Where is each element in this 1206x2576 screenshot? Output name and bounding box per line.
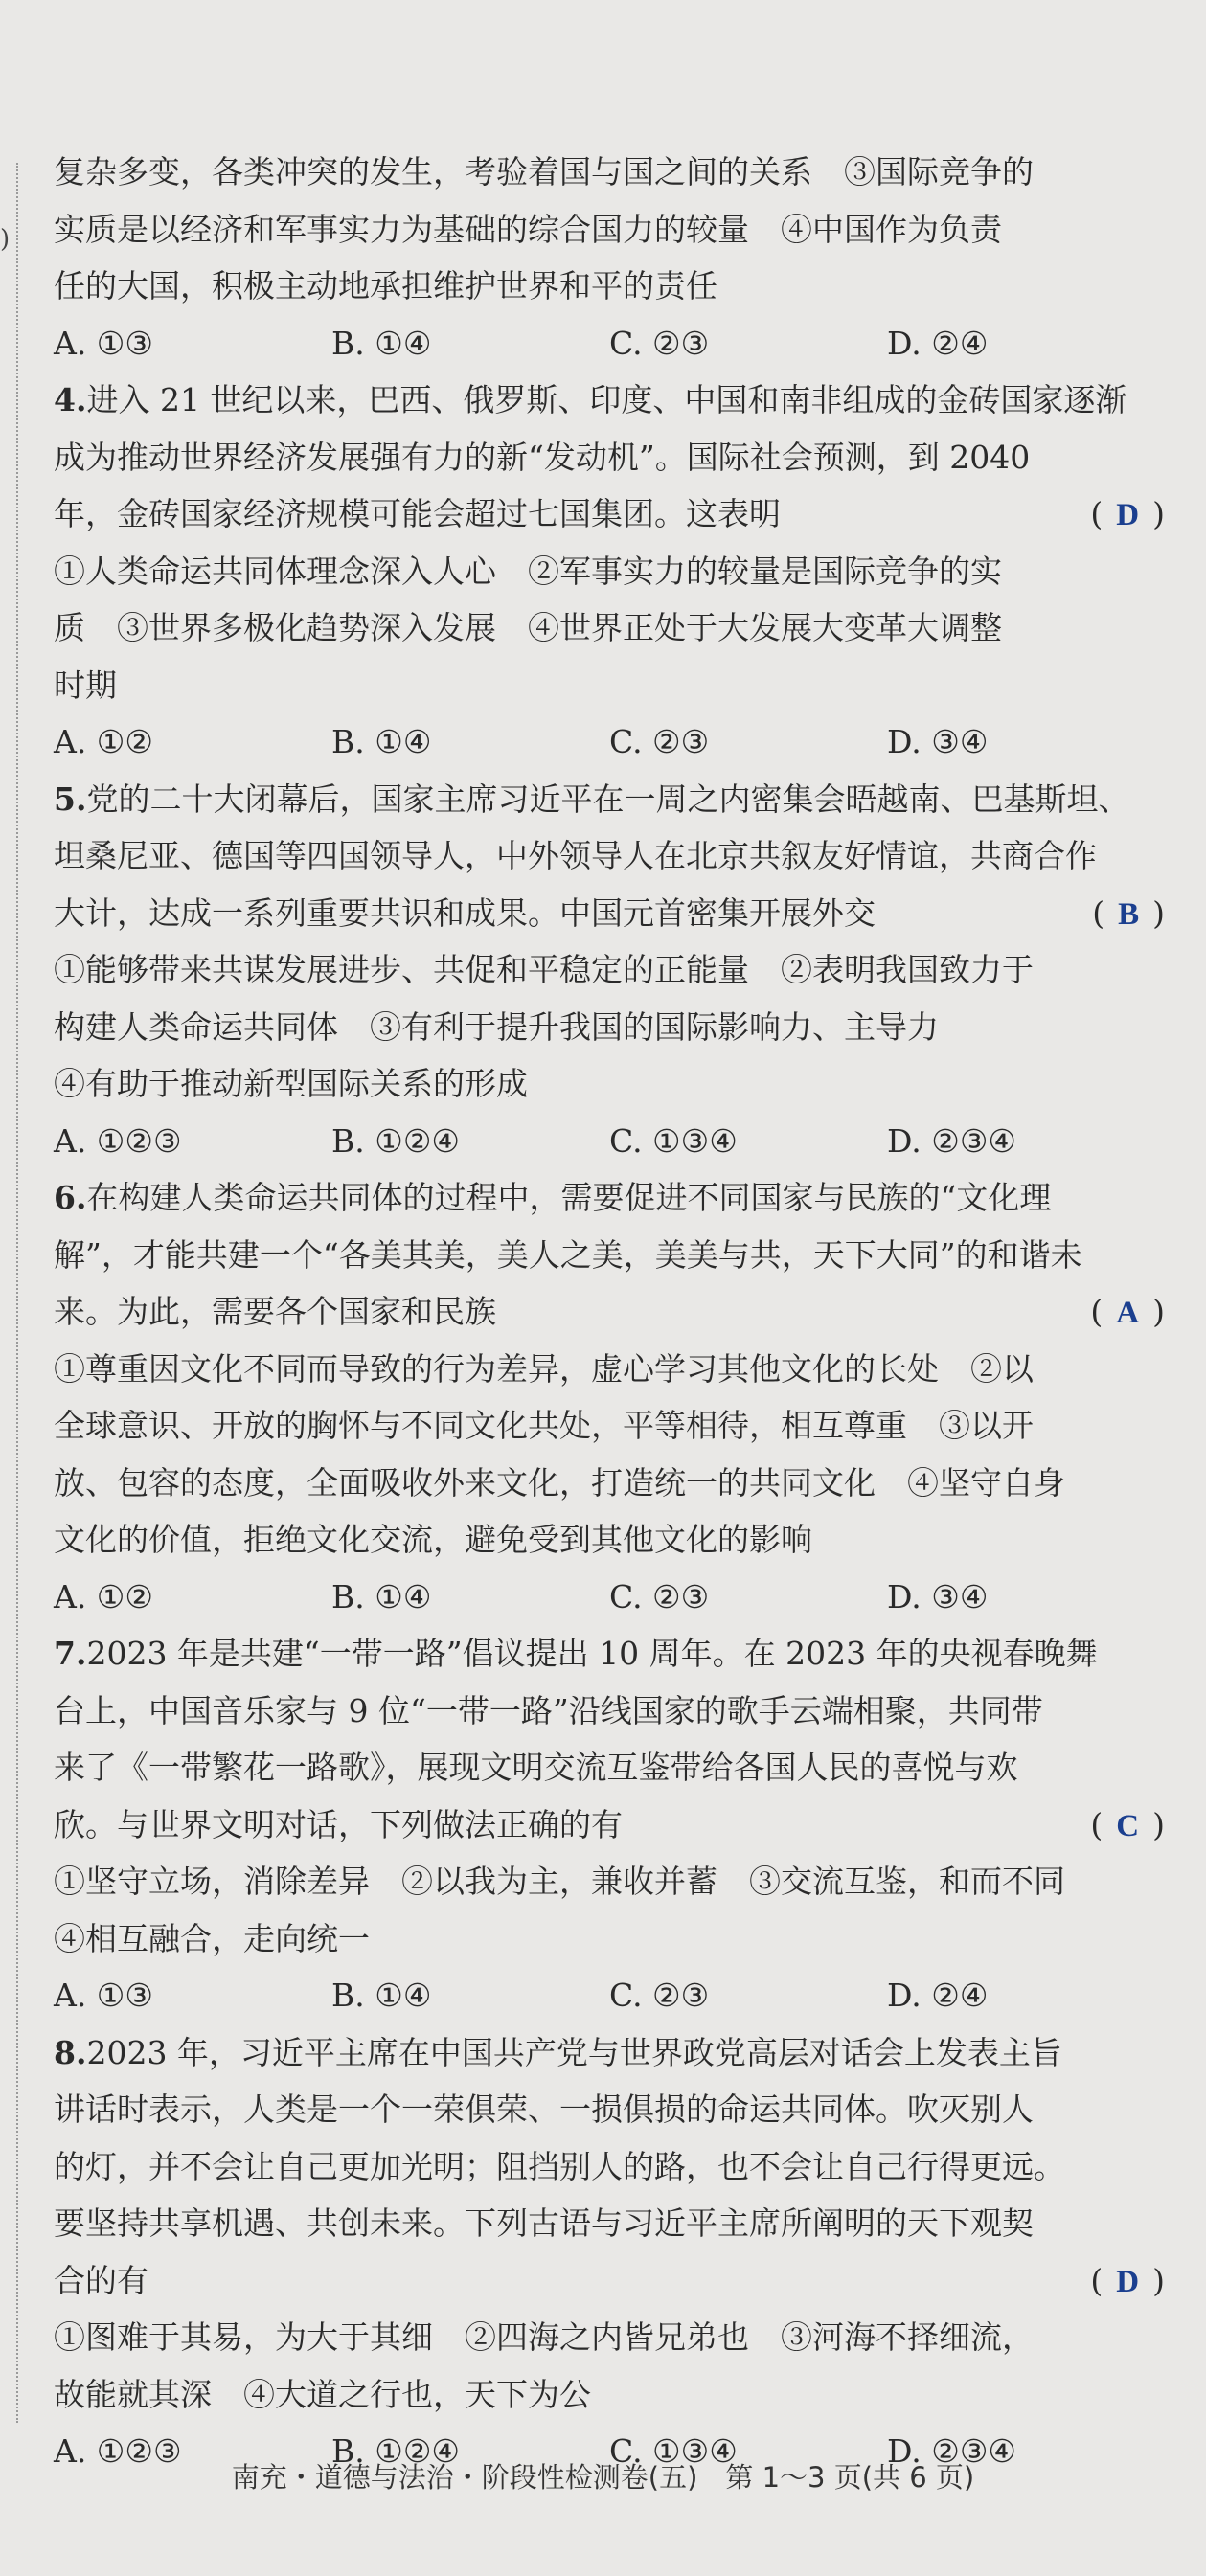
question-number: 4. — [54, 381, 87, 418]
statement-line: ④有助于推动新型国际关系的形成 — [54, 1065, 528, 1102]
stem-text: 台上，中国音乐家与 9 位“一带一路”沿线国家的歌手云端相聚，共同带 — [54, 1691, 1043, 1729]
stem-text: 进入 21 世纪以来，巴西、俄罗斯、印度、中国和南非组成的金砖国家逐渐 — [86, 381, 1127, 418]
stem-text: 在构建人类命运共同体的过程中，需要促进不同国家与民族的“文化理 — [86, 1179, 1052, 1216]
stem-line — [54, 486, 1165, 543]
option-choice: B. ①②④ — [331, 1121, 460, 1160]
statement-line: ①图难于其易，为大于其细 ②四海之内皆兄弟也 ③河海不择细流， — [54, 2318, 1034, 2356]
answer-letter: C — [1116, 1808, 1140, 1843]
question-6 — [54, 1169, 1165, 1625]
statement-line: 文化的价值，拒绝文化交流，避免受到其他文化的影响 — [54, 1521, 812, 1558]
question-number: 5. — [54, 780, 87, 818]
question-number: 6. — [54, 1179, 87, 1216]
stem-line — [54, 827, 1165, 885]
option-choice: D. ②③④ — [887, 1121, 1017, 1160]
option-choice: B. ①②④ — [331, 2432, 460, 2470]
question-4 — [54, 372, 1165, 771]
stem-line — [54, 429, 1165, 486]
stem-text: 2023 年，习近平主席在中国共产党与世界政党高层对话会上发表主旨 — [86, 2033, 1062, 2071]
option-choice: D. ③④ — [887, 1577, 989, 1616]
option-choice: A. ①③ — [54, 1977, 153, 2014]
option-choice: C. ①③④ — [609, 1121, 738, 1160]
stem-line — [54, 2138, 1165, 2196]
option-choice: A. ①② — [54, 1577, 153, 1616]
question-5 — [54, 771, 1165, 1170]
stem-line — [54, 2252, 1165, 2310]
question-3-continuation — [54, 144, 1165, 372]
cropped-edge-mark: ) — [0, 225, 11, 254]
options-row — [54, 315, 1165, 373]
options-row — [54, 713, 1165, 771]
option-choice: C. ②③ — [609, 723, 710, 760]
answer-letter: D — [1116, 498, 1140, 532]
statement-line: 任的大国，积极主动地承担维护世界和平的责任 — [54, 267, 717, 305]
question-number: 8. — [54, 2033, 87, 2071]
stem-line — [54, 1169, 1165, 1227]
page-footer: 南充・道德与法治・阶段性检测卷(五) 第 1～3 页(共 6 页) — [231, 2461, 975, 2494]
answer-letter: D — [1116, 2264, 1140, 2299]
stem-text: 大计，达成一系列重要共识和成果。中国元首密集开展外交 — [54, 893, 876, 932]
statement-line: 故能就其深 ④大道之行也，天下为公 — [54, 2375, 591, 2413]
option-choice: D. ③④ — [887, 723, 989, 760]
statement-line: ①人类命运共同体理念深入人心 ②军事实力的较量是国际竞争的实 — [54, 552, 1002, 590]
answer-bracket: ( D ) — [1090, 495, 1165, 532]
stem-line — [54, 1796, 1165, 1854]
stem-text: 坦桑尼亚、德国等四国领导人，中外领导人在北京共叙友好情谊，共商合作 — [54, 837, 1097, 874]
statement-line: 复杂多变，各类冲突的发生，考验着国与国之间的关系 ③国际竞争的 — [54, 153, 1034, 191]
option-choice: C. ②③ — [609, 1977, 710, 2014]
stem-line — [54, 2081, 1165, 2138]
stem-line — [54, 1739, 1165, 1796]
statement-line: 构建人类命运共同体 ③有利于提升我国的国际影响力、主导力 — [54, 1007, 939, 1046]
option-choice: D. ②④ — [887, 324, 989, 362]
stem-line — [54, 1683, 1165, 1740]
answer-letter: A — [1116, 1296, 1140, 1330]
question-number: 7. — [54, 1635, 87, 1672]
option-choice: C. ①③④ — [609, 2432, 738, 2470]
options-row — [54, 1569, 1165, 1626]
answer-bracket: ( A ) — [1090, 1293, 1165, 1330]
answer-bracket: ( C ) — [1090, 1805, 1165, 1843]
option-choice: C. ②③ — [609, 324, 710, 362]
stem-line — [54, 1625, 1165, 1683]
option-choice: B. ①④ — [331, 723, 432, 760]
answer-letter: B — [1118, 896, 1140, 932]
answer-bracket: ( D ) — [1090, 2261, 1165, 2299]
option-choice: B. ①④ — [331, 324, 432, 362]
question-8 — [54, 2024, 1165, 2480]
statement-line: ④相互融合，走向统一 — [54, 1919, 370, 1957]
statement-line: 时期 — [54, 666, 117, 704]
statement-line: 实质是以经济和军事实力为基础的综合国力的较量 ④中国作为负责 — [54, 210, 1002, 248]
option-choice: D. ②③④ — [887, 2432, 1017, 2470]
statement-line: 全球意识、开放的胸怀与不同文化共处，平等相待，相互尊重 ③以开 — [54, 1407, 1034, 1444]
stem-line — [54, 2195, 1165, 2252]
stem-text: 欣。与世界文明对话，下列做法正确的有 — [54, 1805, 623, 1843]
stem-text: 来。为此，需要各个国家和民族 — [54, 1293, 496, 1330]
question-list — [54, 144, 1165, 2480]
stem-text: 要坚持共享机遇、共创未来。下列古语与习近平主席所阐明的天下观契 — [54, 2204, 1034, 2242]
statement-line: ①能够带来共谋发展进步、共促和平稳定的正能量 ②表明我国致力于 — [54, 951, 1034, 988]
option-choice: C. ②③ — [609, 1577, 710, 1616]
statement-line: ①尊重因文化不同而导致的行为差异，虚心学习其他文化的长处 ②以 — [54, 1349, 1034, 1388]
stem-line — [54, 372, 1165, 429]
answer-bracket: ( B ) — [1092, 893, 1165, 932]
stem-text: 来了《一带繁花一路歌》，展现文明交流互鉴带给各国人民的喜悦与欢 — [54, 1749, 1018, 1786]
stem-text: 合的有 — [54, 2261, 148, 2299]
option-choice: B. ①④ — [331, 1577, 432, 1616]
stem-line — [54, 2024, 1165, 2082]
stem-line — [54, 1227, 1165, 1284]
stem-text: 年，金砖国家经济规模可能会超过七国集团。这表明 — [54, 495, 781, 532]
option-choice: A. ①②③ — [54, 1121, 182, 1160]
stem-text: 解”，才能共建一个“各美其美，美人之美，美美与共，天下大同”的和谐未 — [54, 1235, 1082, 1274]
stem-text: 讲话时表示，人类是一个一荣俱荣、一损俱损的命运共同体。吹灭别人 — [54, 2090, 1034, 2128]
statement-line: 质 ③世界多极化趋势深入发展 ④世界正处于大发展大变革大调整 — [54, 609, 1002, 646]
option-choice: A. ①②③ — [54, 2432, 182, 2470]
option-choice: A. ①③ — [54, 324, 153, 362]
question-7 — [54, 1625, 1165, 2024]
stem-line — [54, 885, 1165, 942]
stem-line — [54, 1283, 1165, 1341]
stem-text: 的灯，并不会让自己更加光明；阻挡别人的路，也不会让自己行得更远。 — [54, 2147, 1065, 2185]
option-choice: B. ①④ — [331, 1977, 432, 2014]
option-choice: A. ①② — [54, 723, 153, 760]
stem-text: 党的二十大闭幕后，国家主席习近平在一周之内密集会晤越南、巴基斯坦、 — [86, 780, 1130, 818]
option-choice: D. ②④ — [887, 1977, 989, 2014]
stem-text: 成为推动世界经济发展强有力的新“发动机”。国际社会预测，到 2040 — [54, 438, 1031, 476]
options-row — [54, 1967, 1165, 2024]
statement-line: ①坚守立场，消除差异 ②以我为主，兼收并蓄 ③交流互鉴，和而不同 — [54, 1863, 1065, 1900]
binding-margin-line — [16, 163, 18, 2423]
options-row — [54, 1113, 1165, 1170]
statement-line: 放、包容的态度，全面吸收外来文化，打造统一的共同文化 ④坚守自身 — [54, 1463, 1065, 1502]
stem-line — [54, 771, 1165, 828]
stem-text: 2023 年是共建“一带一路”倡议提出 10 周年。在 2023 年的央视春晚舞 — [86, 1635, 1098, 1672]
